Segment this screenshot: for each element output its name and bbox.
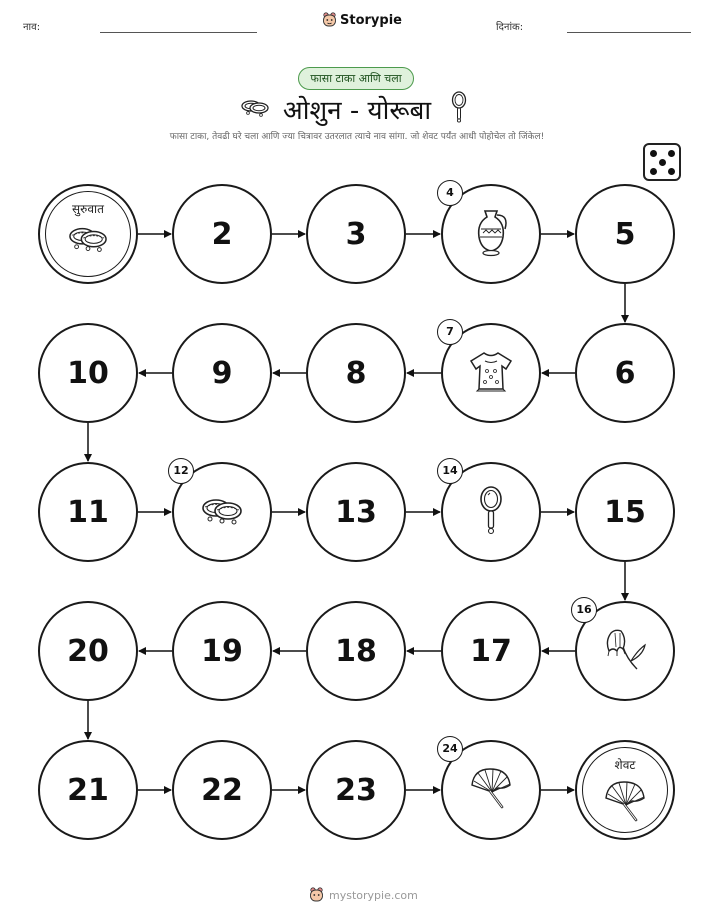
vase-icon (471, 207, 511, 261)
start-label: सुरुवात (72, 202, 104, 216)
brand-name: Storypie (340, 12, 402, 28)
cell-number-badge: 14 (437, 458, 463, 484)
board-cell-22 (172, 740, 272, 840)
cell-number: 13 (335, 494, 377, 530)
board-cell-23 (306, 740, 406, 840)
cell-number: 19 (201, 633, 243, 669)
cell-number: 2 (211, 216, 233, 252)
start-cell (38, 184, 138, 284)
instructions-text: फासा टाका, तेवढी घरे चला आणि ज्या चित्रावर उतरलात त्याचे नाव सांगा. जो शेवट पर्यंत आधी पोहोचेल तो जिंकेल! (169, 132, 545, 142)
cell-number-badge: 4 (437, 180, 463, 206)
date-label: दिनांक: (496, 22, 524, 33)
cell-number-badge: 16 (571, 597, 597, 623)
cell-number: 18 (335, 633, 377, 669)
board-cell-15 (575, 462, 675, 562)
fan-icon (468, 765, 514, 815)
board-cell-18 (306, 601, 406, 701)
board-cell-19 (172, 601, 272, 701)
end-label: शेवट (614, 758, 636, 772)
dress-icon (467, 349, 515, 397)
cell-number: 8 (345, 355, 367, 391)
cell-number: 3 (345, 216, 367, 252)
board-cell-5 (575, 184, 675, 284)
bracelets-icon (200, 493, 244, 531)
cell-number: 11 (67, 494, 109, 530)
board-cell-10 (38, 323, 138, 423)
mascot-icon (309, 887, 324, 903)
fan-icon (602, 778, 648, 828)
board-cell-3 (306, 184, 406, 284)
name-label: नाव: (23, 22, 41, 33)
footer-url: mystorypie.com (329, 888, 418, 902)
board-cell-11 (38, 462, 138, 562)
hand-mirror-icon (478, 485, 504, 539)
footer (309, 887, 418, 903)
game-type-pill: फासा टाका आणि चला (298, 67, 414, 90)
board-cell-9 (172, 323, 272, 423)
bracelets-icon (67, 222, 109, 258)
board-cell-6 (575, 323, 675, 423)
cell-number: 17 (470, 633, 512, 669)
board-cell-17 (441, 601, 541, 701)
cell-number: 22 (201, 772, 243, 808)
board-cell-21 (38, 740, 138, 840)
board-cell-2 (172, 184, 272, 284)
cell-number: 23 (335, 772, 377, 808)
board-cell-20 (38, 601, 138, 701)
cell-number: 20 (67, 633, 109, 669)
cell-number-badge: 7 (437, 319, 463, 345)
cell-number: 9 (211, 355, 233, 391)
board-cell-8 (306, 323, 406, 423)
cell-number: 21 (67, 772, 109, 808)
end-cell (575, 740, 675, 840)
cell-number-badge: 24 (437, 736, 463, 762)
flower-icon (601, 625, 649, 677)
cell-number: 15 (604, 494, 646, 530)
cell-number: 5 (614, 216, 636, 252)
cell-number: 6 (614, 355, 636, 391)
cell-number: 10 (67, 355, 109, 391)
page-title: ओशुन - योरूबा (282, 96, 432, 126)
board-cell-13 (306, 462, 406, 562)
cell-number-badge: 12 (168, 458, 194, 484)
